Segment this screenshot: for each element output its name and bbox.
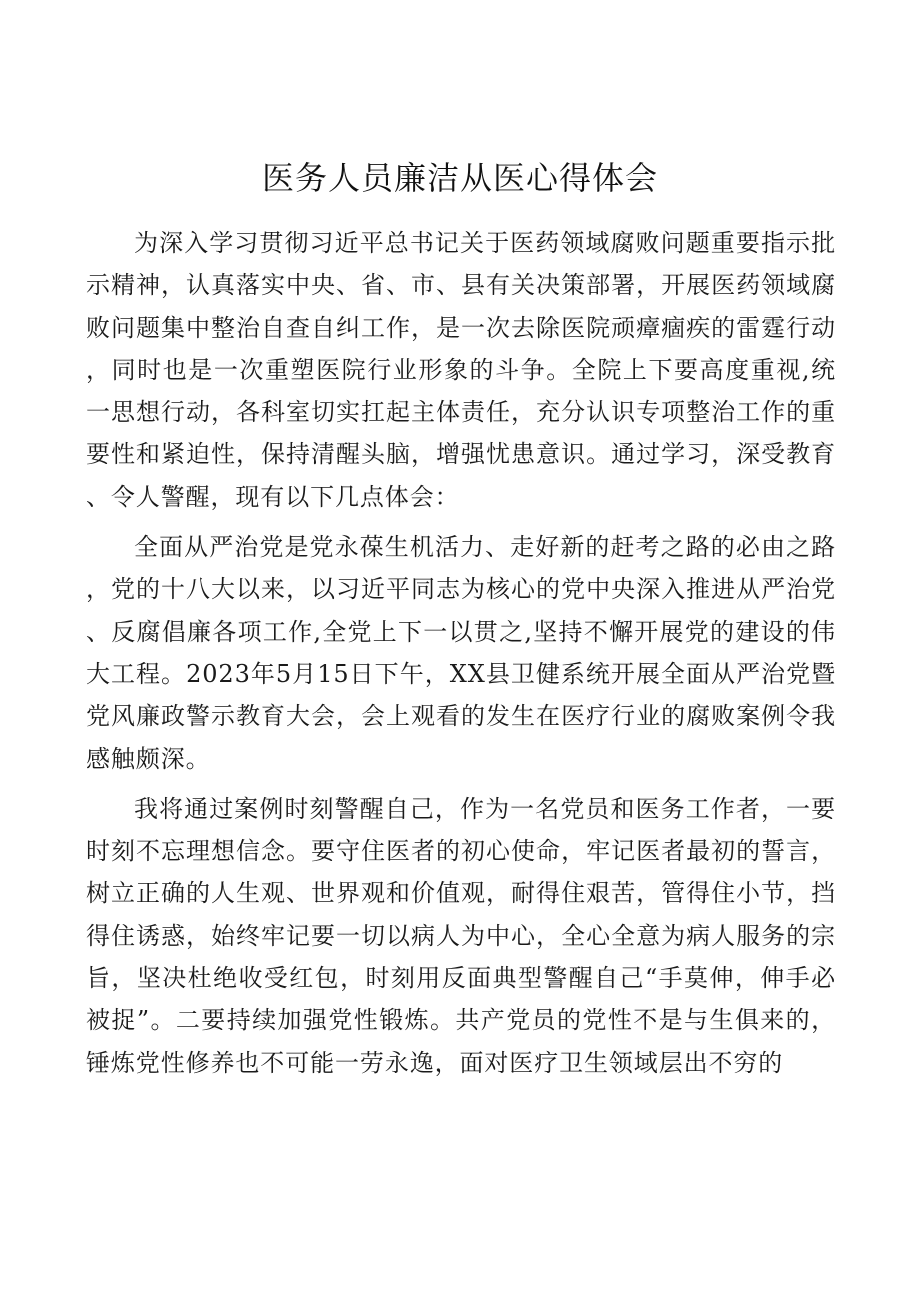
paragraph-intro: 为深入学习贯彻习近平总书记关于医药领域腐败问题重要指示批示精神，认真落实中央、省、市、县有关决策部署，开展医药领域腐败问题集中整治自查自纠工作，是一次去除医院顽瘴痼疾的雷霆行动，同时也是一次重塑医院行业形象的斗争。全院上下要高度重视,统一思想行动，各科室切实扛起主体责任，充分认识专项整治工作的重要性和紧迫性，保持清醒头脑，增强忧患意识。通过学习，深受教育、令人警醒，现有以下几点体会： xyxy=(86,229,836,511)
document-title: 医务人员廉洁从医心得体会 xyxy=(261,159,658,197)
paragraph-self-reflection: 我将通过案例时刻警醒自己，作为一名党员和医务工作者，一要时刻不忘理想信念。要守住医者的初心使命，牢记医者最初的誓言，树立正确的人生观、世界观和价值观，耐得住艰苦，管得住小节，挡得住诱惑，始终牢记要一切以病人为中心，全心全意为病人服务的宗旨，坚决杜绝收受红包，时刻用反面典型警醒自己“手莫伸，伸手必被捉”。二要持续加强党性锻炼。共产党员的党性不是与生俱来的，锤炼党性修养也不可能一劳永逸，面对医疗卫生领域层出不穷的 xyxy=(86,794,836,1077)
document-body xyxy=(86,222,836,1092)
paragraph-party-discipline: 全面从严治党是党永葆生机活力、走好新的赶考之路的必由之路，党的十八大以来，以习近平同志为核心的党中央深入推进从严治党、反腐倡廉各项工作,全党上下一以贯之,坚持不懈开展党的建设的伟大工程。2023年5月15日下午，XX县卫健系统开展全面从严治党暨党风廉政警示教育大会，会上观看的发生在医疗行业的腐败案例令我感触颇深。 xyxy=(86,533,836,773)
